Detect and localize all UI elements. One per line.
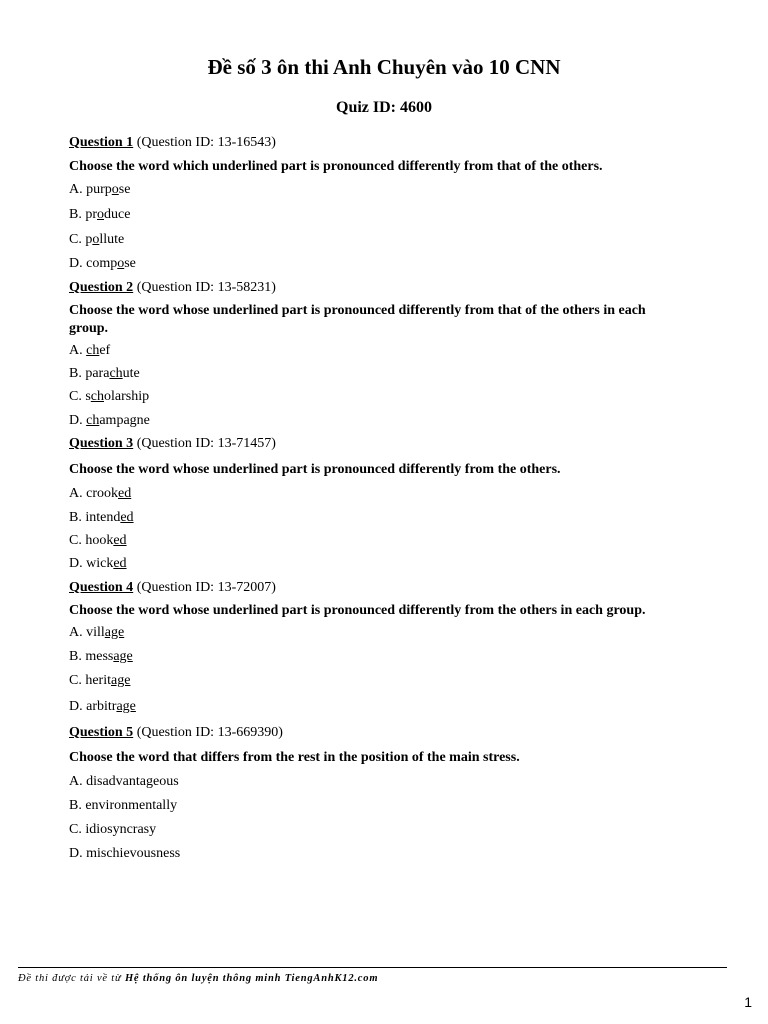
answer-option: B. parachute [69, 366, 140, 381]
answer-option: D. arbitrage [69, 699, 136, 714]
answer-option: A. crooked [69, 486, 132, 501]
answer-option: B. environmentally [69, 798, 178, 813]
answer-option: D. mischievousness [69, 846, 181, 861]
footer-divider [18, 967, 727, 968]
answer-option: D. wicked [69, 556, 127, 571]
answer-option: C. pollute [69, 232, 125, 247]
answer-option: A. purpose [69, 182, 131, 197]
question-block [69, 279, 684, 430]
answer-option: C. heritage [69, 673, 131, 688]
answer-option: C. scholarship [69, 389, 150, 404]
question-id: (Question ID: 13-71457) [133, 436, 276, 451]
question-prompt: Choose the word whose underlined part is pronounced differently from that of the others in each group. [69, 303, 646, 336]
answer-option: C. hooked [69, 533, 127, 548]
question-prompt: Choose the word whose underlined part is pronounced differently from the others. [69, 462, 561, 477]
question-id: (Question ID: 13-58231) [133, 280, 276, 295]
question-header [69, 435, 684, 453]
question-header [69, 134, 684, 152]
page-number: 1 [744, 994, 752, 1010]
question-number: Question 5 [69, 725, 134, 740]
question-number: Question 2 [69, 280, 134, 295]
question-block [69, 579, 684, 716]
answer-option: D. compose [69, 256, 136, 271]
question-number: Question 4 [69, 580, 134, 595]
question-number: Question 3 [69, 436, 134, 451]
answer-option: B. produce [69, 207, 131, 222]
question-prompt: Choose the word whose underlined part is pronounced differently from the others in each group. [69, 603, 646, 618]
question-id: (Question ID: 13-72007) [133, 580, 276, 595]
question-number: Question 1 [69, 135, 134, 150]
question-id: (Question ID: 13-16543) [133, 135, 276, 150]
question-header [69, 279, 684, 297]
footer-prefix: Đề thi được tải về từ [18, 973, 125, 984]
question-header [69, 724, 684, 742]
document-title: Đề số 3 ôn thi Anh Chuyên vào 10 CNN [207, 55, 561, 79]
answer-option: A. village [69, 625, 125, 640]
answer-option: A. disadvantageous [69, 774, 179, 789]
answer-option: B. intended [69, 510, 134, 525]
answer-option: A. chef [69, 343, 111, 358]
answer-option: C. idiosyncrasy [69, 822, 157, 837]
question-block [69, 724, 684, 863]
answer-option: D. champagne [69, 413, 150, 428]
question-list [69, 134, 684, 863]
footer-source [18, 972, 378, 986]
answer-option: B. message [69, 649, 133, 664]
footer-brand: Hệ thống ôn luyện thông minh TiengAnhK12.com [124, 973, 379, 984]
question-block [69, 134, 684, 273]
question-id: (Question ID: 13-669390) [133, 725, 283, 740]
quiz-id: Quiz ID: 4600 [336, 99, 432, 116]
question-block [69, 435, 684, 573]
question-prompt: Choose the word which underlined part is pronounced differently from that of the others. [69, 159, 603, 174]
question-header [69, 579, 684, 597]
question-prompt: Choose the word that differs from the rest in the position of the main stress. [69, 750, 520, 765]
